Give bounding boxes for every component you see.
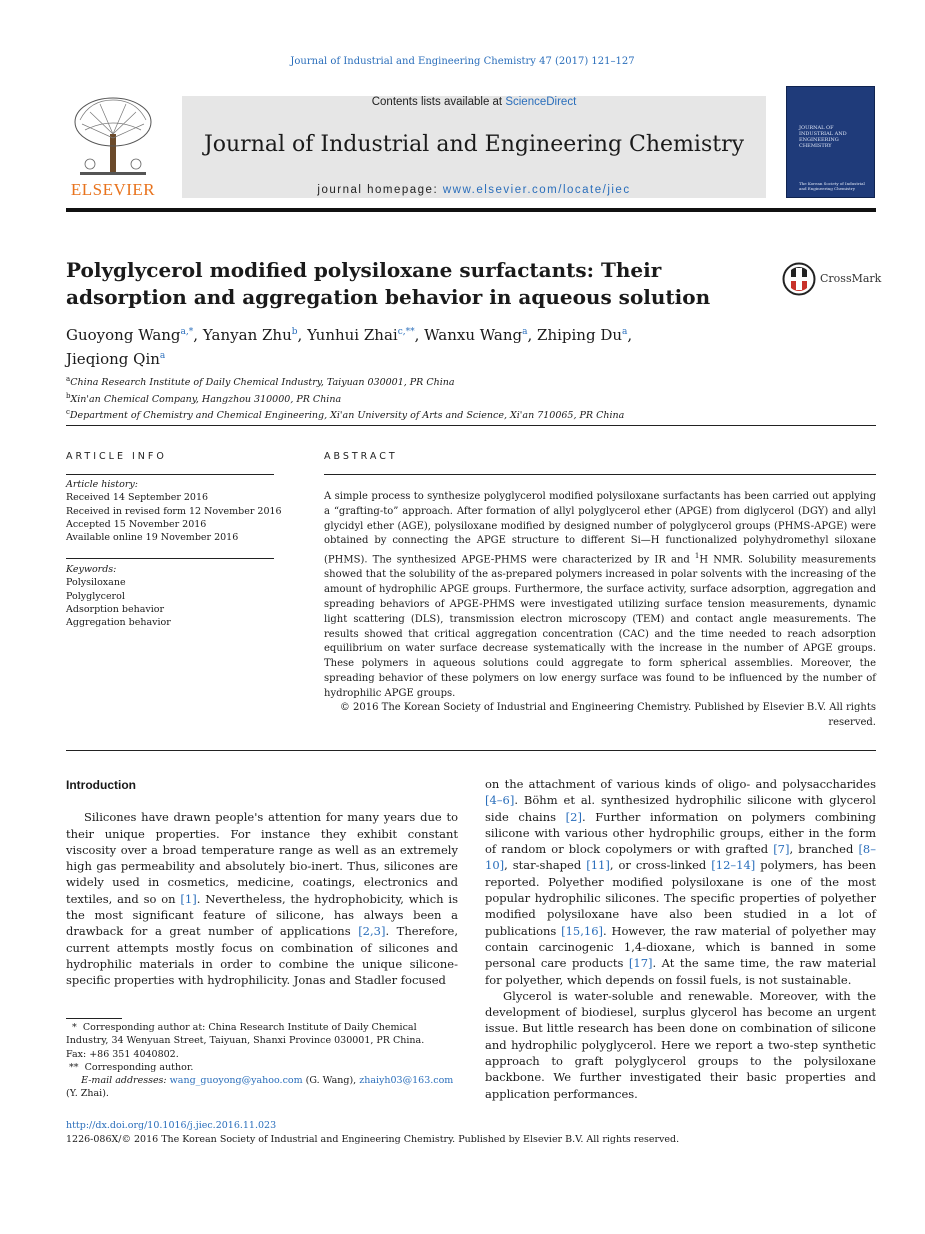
email-link[interactable]: wang_guoyong@yahoo.com (169, 1075, 303, 1087)
keywords-rule (66, 558, 274, 559)
abstract-divider (66, 750, 876, 751)
reference-link[interactable]: [12–14] (711, 858, 756, 873)
article-info-label: ARTICLE INFO (66, 451, 167, 462)
abstract-copyright: © 2016 The Korean Society of Industrial and Engineering Chemistry. Published by Elsevier B.V. All rights reserved. (339, 702, 876, 729)
abstract-rule (324, 474, 876, 475)
reference-link[interactable]: [17] (628, 956, 653, 971)
affiliation-divider (66, 425, 876, 426)
elsevier-logo[interactable] (66, 86, 160, 198)
email-link[interactable]: zhaiyh03@163.com (359, 1075, 454, 1087)
footnote-corresponding-1: * Corresponding author at: China Research Institute of Daily Chemical Industry, 34 Wenyuan Street, Taiyuan, Shanxi Province 030001, PR China. (66, 1022, 425, 1047)
intro-paragraph: Silicones have drawn people's attention for many years due to their unique properties. For instance they exhibit constant viscosity over a broad temperature range as well as an extremely high gas permeability and absolutely bio-inert. Thus, silicones are widely used in cosmetics, medicine, coatings, electronics and textiles, and so on [1]. Nevertheless, the hydrophobicity, which is the most significant feature of silicone, has always been a drawback for a great number of applications [2,3]. Therefore, current attempts mostly focus on combination of silicones and hydrophilic materials in order to combine the unique silicone-specific properties with hydrophilicity. Jonas and Stadler focused (66, 810, 459, 988)
doi-block (66, 1119, 876, 1146)
header-divider (66, 208, 876, 212)
author[interactable]: Guoyong Wang$^{a,*}$ (66, 326, 194, 344)
affiliation: $^a$China Research Institute of Daily Chemical Industry, Taiyuan 030001, PR China (66, 375, 455, 389)
crossmark-badge[interactable] (782, 262, 882, 296)
journal-citation[interactable]: Journal of Industrial and Engineering Chemistry 47 (2017) 121–127 (290, 56, 635, 67)
history-item: Received 14 September 2016 (66, 492, 209, 504)
intro-paragraph-continued: on the attachment of various kinds of oligo- and polysaccharides [4–6]. Böhm et al. synthesized hydrophilic silicone with glycerol side chains [2]. Further information on polymers combining silicone with various other hydrophilic groups, either in the form of random or block copolymers or with grafted [7], branched [8–10], star-shaped [11], or cross-linked [12–14] polymers, has been reported. Polyether modified polysiloxane is one of the most popular hydrophilic silicones. The specific properties of polyether modified polysiloxane have also been studied in a lot of publications [15,16]. However, the raw material of polyether may contain carcinogenic 1,4-dioxane, which is banned in some personal care products [17]. At the same time, the raw material for polyether, which depends on fossil fuels, is not sustainable. (485, 777, 876, 987)
reference-link[interactable]: [2] (565, 809, 582, 824)
elsevier-wordmark: ELSEVIER (70, 180, 156, 199)
footnote-fax: Fax: +86 351 4040802. (66, 1048, 179, 1060)
journal-banner (182, 96, 766, 198)
history-label: Article history: (66, 479, 138, 490)
sciencedirect-link[interactable]: ScienceDirect (505, 96, 577, 108)
doi-link[interactable]: http://dx.doi.org/10.1016/j.jiec.2016.11.023 (66, 1120, 277, 1131)
homepage-line (182, 184, 766, 196)
keywords-label: Keywords: (66, 564, 117, 575)
reference-link[interactable]: [8–10] (485, 842, 876, 873)
author[interactable]: Yunhui Zhai$^{c,**}$ (307, 326, 415, 344)
keyword: Adsorption behavior (66, 603, 165, 615)
section-heading-introduction: Introduction (66, 778, 136, 792)
journal-header (66, 86, 876, 198)
elsevier-tree-icon (70, 94, 156, 178)
cover-title: JOURNAL OF INDUSTRIAL AND ENGINEERING CHEMISTRY (799, 125, 847, 149)
homepage-link[interactable]: www.elsevier.com/locate/jiec (442, 184, 631, 196)
author[interactable]: Jieqiong Qin$^a$ (66, 350, 166, 368)
keywords (66, 563, 171, 629)
keyword: Polysiloxane (66, 577, 126, 589)
history-item: Received in revised form 12 November 2016 (66, 505, 282, 517)
history-item: Available online 19 November 2016 (66, 532, 239, 544)
intro-paragraph: Glycerol is water-soluble and renewable. Moreover, with the development of biodiesel, surplus glycerol has become an urgent issue. But little research has been done on combination of silicone and hydrophilic polyglycerol. Here we report a two-step synthetic approach to graft polyglycerol groups to the polysiloxane backbone. We further investigated their basic properties and application performances. (485, 988, 876, 1101)
abstract-label: ABSTRACT (324, 451, 398, 462)
body-column-left (66, 776, 458, 989)
author[interactable]: Zhiping Du$^a$ (537, 326, 628, 344)
reference-link[interactable]: [4–6] (485, 793, 515, 808)
author[interactable]: Yanyan Zhu$^b$ (202, 326, 298, 344)
affiliation-list (66, 373, 846, 423)
reference-link[interactable]: [7] (773, 842, 790, 857)
journal-name: Journal of Industrial and Engineering Chemistry (203, 132, 745, 157)
reference-link[interactable]: [1] (180, 891, 197, 906)
contents-prefix: Contents lists available at (371, 96, 506, 108)
footnotes (66, 1021, 458, 1101)
reference-link[interactable]: [15,16] (561, 923, 604, 938)
homepage-prefix: journal homepage: (317, 184, 443, 196)
reference-link[interactable]: [2,3] (358, 924, 386, 939)
history-item: Accepted 15 November 2016 (66, 518, 207, 530)
affiliation: $^c$Department of Chemistry and Chemical Engineering, Xi'an University of Arts and Science, Xi'an 710065, PR China (66, 408, 625, 422)
contents-line (182, 96, 766, 108)
footnote-rule (66, 1018, 122, 1019)
journal-cover-image[interactable] (786, 86, 875, 198)
issn-copyright-line: 1226-086X/© 2016 The Korean Society of Industrial and Engineering Chemistry. Published by Elsevier B.V. All rights reserved. (66, 1133, 680, 1145)
keyword: Polyglycerol (66, 590, 125, 602)
crossmark-icon (782, 262, 816, 296)
abstract-text: A simple process to synthesize polyglycerol modified polysiloxane surfactants has been carried out applying a “grafting-to” approach. After formation of allyl polyglycerol ether (APGE) from diglycerol (DGY) and allyl glycidyl ether (AGE), polysiloxane modified by designed number of polyglycerol groups (PHMS-APGE) were obtained by connecting the APGE structure to different Si—H functionalized polyhydromethyl siloxane (PHMS). The synthesized APGE-PHMS were characterized by IR and $^1$H NMR. Solubility measurements showed that the solubility of the as-prepared polymers increased in polar solvents with the increasing of the amount of hydrophilic APGE groups. Furthermore, the surface activity, surface adsorption, aggregation and spreading behaviors of APGE-PHMS were investigated utilizing surface tension measurements, dynamic light scattering (DLS), transmission electron microscopy (TEM) and contact angle measurements. The results showed that critical aggregation concentration (CAC) and the time needed to reach adsorption equilibrium on water surface decrease systematically with the increase in the number of APGE groups. These polymers in aqueous solutions could aggregate to form spherical assemblies. Moreover, the spreading behavior of these polymers on low energy surface was found to be influenced by the number of hydrophilic APGE groups. © 2016 The Korean Society of Industrial and Engineering Chemistry. Published by Elsevier B.V. All rights reserved. (324, 490, 876, 731)
keyword: Aggregation behavior (66, 617, 171, 629)
article-info-rule (66, 474, 274, 475)
author-list: Guoyong Wang$^{a,*}$, Yanyan Zhu$^b$, Yunhui Zhai$^{c,**}$, Wanxu Wang$^a$, Zhiping Du$^a$, Jieqiong Qin$^a$ (66, 326, 633, 368)
footnote-corresponding-2: ** Corresponding author. (69, 1061, 194, 1073)
reference-link[interactable]: [11] (586, 858, 610, 873)
author[interactable]: Wanxu Wang$^a$ (424, 326, 528, 344)
article-history (66, 478, 282, 544)
affiliation: $^b$Xin'an Chemical Company, Hangzhou 310000, PR China (66, 391, 342, 405)
article-title: Polyglycerol modified polysiloxane surfactants: Their adsorption and aggregation behavior in aqueous solution (66, 258, 711, 309)
crossmark-label: CrossMark (820, 272, 882, 285)
body-column-right (485, 776, 876, 1102)
footnote-emails: E-mail addresses: wang_guoyong@yahoo.com (G. Wang), zhaiyh03@163.com (Y. Zhai). (66, 1075, 454, 1100)
cover-footer: The Korean Society of Industrial and Engineering Chemistry (799, 181, 865, 191)
